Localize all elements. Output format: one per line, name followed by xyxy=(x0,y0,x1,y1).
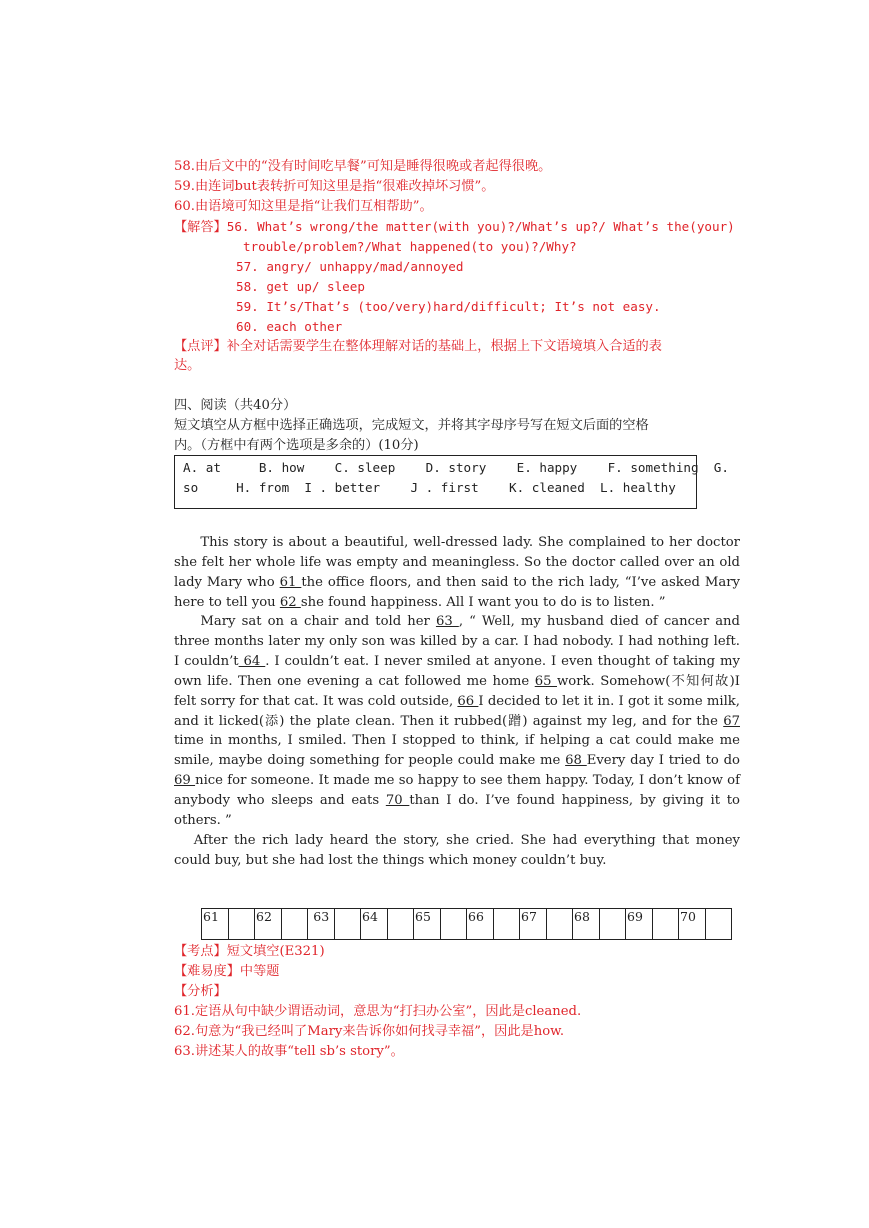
blank-70: 70 xyxy=(385,792,410,808)
answer-59: 59. It’s/That’s (too/very)hard/difficult; It’s not easy. xyxy=(236,299,661,314)
story-paragraph-1: This story is about a beautiful, well-dressed lady. She complained to her doctor she felt her whole life was empty and meaningless. So the doctor called over an old lady Mary who 61 the office floors, and then said to the rich lady, “I’ve asked Mary here to tell you 62 she found happiness. All I want you to do is to listen. ” xyxy=(174,535,741,610)
comment-line1: 【点评】补全对话需要学生在整体理解对话的基础上，根据上下文语境填入合适的表 xyxy=(174,339,662,354)
grid-cell-70[interactable] xyxy=(705,909,732,940)
grid-cell-63[interactable] xyxy=(334,909,361,940)
blank-61: 61 xyxy=(279,574,302,590)
answer-grid xyxy=(201,908,732,940)
section-heading: 四、阅读（共40分） xyxy=(174,398,297,413)
options-row1: A. at B. how C. sleep D. story E. happy F. something G. xyxy=(183,460,729,475)
grid-label-65: 65 xyxy=(414,909,441,940)
story-paragraph-3: After the rich lady heard the story, she cried. She had everything that money could buy, but she had lost the things which money couldn’t buy. xyxy=(174,832,740,868)
grid-cell-62[interactable] xyxy=(281,909,308,940)
answer-58: 58. get up/ sleep xyxy=(236,279,365,294)
blank-62: 62 xyxy=(279,594,301,610)
blank-65: 65 xyxy=(534,673,557,689)
grid-cell-66[interactable] xyxy=(493,909,520,940)
blank-68: 68 xyxy=(565,753,587,769)
grid-label-69: 69 xyxy=(626,909,653,940)
grid-label-67: 67 xyxy=(520,909,547,940)
analysis-60: 60.由语境可知这里是指“让我们互相帮助”。 xyxy=(174,199,433,214)
grid-label-70: 70 xyxy=(679,909,706,940)
grid-label-64: 64 xyxy=(361,909,388,940)
story-paragraph-2: Mary sat on a chair and told her 63 , “ Well, my husband died of cancer and three months later my only son was killed by a car. I had nobody. I had nothing left. I couldn’t 64 . I couldn’t eat. I never smiled at anyone. I even thought of taking my own life. Then one evening a cat followed me home 65 work. Somehow(不知何故)I felt sorry for that cat. It was cold outside, 66 I decided to let it in. I got it some milk, and it licked(添) the plate clean. Then it rubbed(蹭) against my leg, and for the 67 time in months, I smiled. Then I stopped to think, if helping a cat could make me smile, maybe doing something for people could make me 68 Every day I tried to do 69 nice for someone. It made me so happy to see them happy. Today, I don’t know of anybody who sleeps and eats 70 than I do. I’ve found happiness, by giving it to others. ” xyxy=(174,614,740,828)
grid-label-63: 63 xyxy=(308,909,335,940)
kaodian: 【考点】短文填空(E321) xyxy=(174,944,325,959)
answer-57: 57. angry/ unhappy/mad/annoyed xyxy=(236,259,464,274)
instruction-line2: 内。（方框中有两个选项是多余的）(10分) xyxy=(174,438,419,453)
grid-cell-68[interactable] xyxy=(599,909,626,940)
answer-56-line2: trouble/problem?/What happened(to you)?/Why? xyxy=(243,239,577,254)
grid-cell-65[interactable] xyxy=(440,909,467,940)
grid-label-68: 68 xyxy=(573,909,600,940)
grid-cell-64[interactable] xyxy=(387,909,414,940)
analysis-heading: 【分析】 xyxy=(174,984,227,999)
analysis-58: 58.由后文中的“没有时间吃早餐”可知是睡得很晚或者起得很晚。 xyxy=(174,159,552,174)
grid-label-62: 62 xyxy=(255,909,282,940)
blank-63: 63 xyxy=(435,614,459,630)
analysis-63: 63.讲述某人的故事“tell sb’s story”。 xyxy=(174,1044,404,1059)
blank-67: 67 xyxy=(723,713,740,729)
blank-64: 64 xyxy=(238,654,266,670)
grid-cell-67[interactable] xyxy=(546,909,573,940)
difficulty: 【难易度】中等题 xyxy=(174,964,280,979)
grid-cell-61[interactable] xyxy=(228,909,255,940)
grid-label-61: 61 xyxy=(202,909,229,940)
grid-label-66: 66 xyxy=(467,909,494,940)
blank-66: 66 xyxy=(457,693,479,709)
comment-line2: 达。 xyxy=(174,358,201,373)
options-box xyxy=(174,455,729,509)
analysis-62: 62.句意为“我已经叫了Mary来告诉你如何找寻幸福”，因此是how. xyxy=(174,1024,565,1039)
answer-56-line1: 【解答】56. What’s wrong/the matter(with you)?/What’s up?/ What’s the(your) xyxy=(174,219,735,235)
blank-69: 69 xyxy=(174,773,196,789)
analysis-59: 59.由连词but表转折可知这里是指“很难改掉坏习惯”。 xyxy=(174,179,495,194)
grid-cell-69[interactable] xyxy=(652,909,679,940)
answer-label: 【解答】 xyxy=(174,220,227,235)
analysis-61: 61.定语从句中缺少谓语动词，意思为“打扫办公室”，因此是cleaned. xyxy=(174,1004,582,1019)
instruction-line1: 短文填空从方框中选择正确选项，完成短文，并将其字母序号写在短文后面的空格 xyxy=(174,418,649,433)
options-row2: so H. from I . better J . first K. cleaned L. healthy xyxy=(183,480,676,495)
story-text xyxy=(174,533,740,870)
answer-60: 60. each other xyxy=(236,319,343,334)
